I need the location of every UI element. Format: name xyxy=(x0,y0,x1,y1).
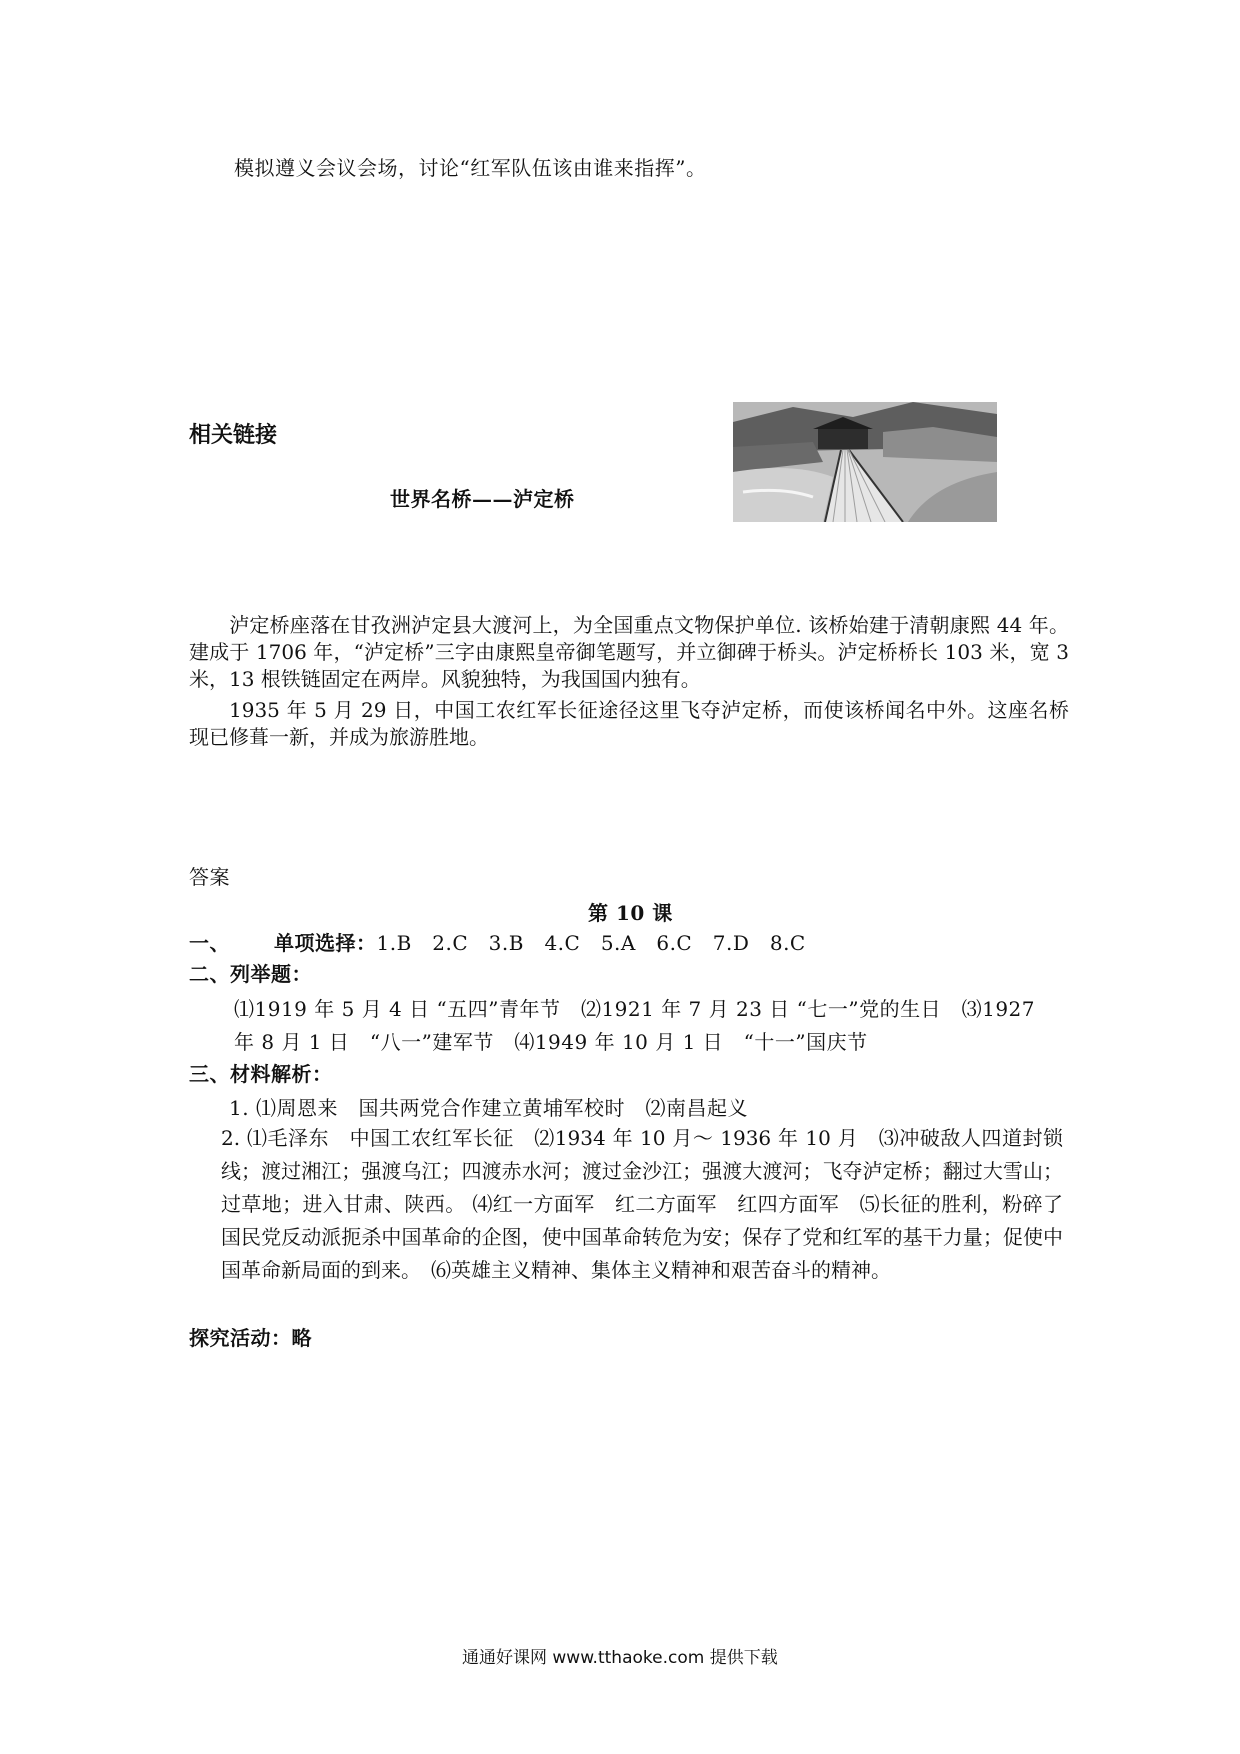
section2-heading: 二、列举题： xyxy=(189,962,312,986)
section1-answers: 单项选择：1.B 2.C 3.B 4.C 5.A 6.C 7.D 8.C xyxy=(274,931,806,955)
article-paragraph-1: 泸定桥座落在甘孜洲泸定县大渡河上，为全国重点文物保护单位. 该桥始建于清朝康熙 44 年。建成于 1706 年，“泸定桥”三字由康熙皇帝御笔题写，并立御碑于桥头。泸定桥桥长 103 米，宽 3 米，13 根铁链固定在两岸。风貌独特，为我国国内独有。 xyxy=(189,613,1069,691)
section2-line2: 年 8 月 1 日 “八一”建军节 ⑷1949 年 10 月 1 日 “十一”国庆节 xyxy=(234,1030,868,1054)
section3-question1: 1. ⑴周恩来 国共两党合作建立黄埔军校时 ⑵南昌起义 xyxy=(229,1096,748,1120)
intro-text: 模拟遵义会议会场，讨论“红军队伍该由谁来指挥”。 xyxy=(234,156,707,180)
section1-number: 一、 xyxy=(189,931,230,955)
bridge-photo xyxy=(733,402,997,522)
related-heading: 相关链接 xyxy=(189,422,278,448)
section3-heading: 三、材料解析： xyxy=(189,1062,333,1086)
section2-line1: ⑴1919 年 5 月 4 日 “五四”青年节 ⑵1921 年 7 月 23 日 “七一”党的生日 ⑶1927 xyxy=(234,997,1036,1021)
answers-label: 答案 xyxy=(189,865,230,889)
section3-question2: 2. ⑴毛泽东 中国工农红军长征 ⑵1934 年 10 月～ 1936 年 10 月 ⑶冲破敌人四道封锁线；渡过湘江；强渡乌江；四渡赤水河；渡过金沙江；强渡大渡河；飞夺泸定桥；翻过大雪山；过草地；进入甘肃、陕西。 ⑷红一方面军 红二方面军 红四方面军 ⑸长征的胜利，粉碎了国民党反动派扼杀中国革命的企图，使中国革命转危为安；保存了党和红军的基干力量；促使中国革命新局面的到来。 ⑹英雄主义精神、集体主义精神和艰苦奋斗的精神。 xyxy=(221,1126,1063,1282)
article-paragraph-2: 1935 年 5 月 29 日，中国工农红军长征途径这里飞夺泸定桥，而使该桥闻名中外。这座名桥现已修葺一新，并成为旅游胜地。 xyxy=(189,698,1069,749)
explore-activity: 探究活动：略 xyxy=(189,1326,312,1350)
article-title: 世界名桥——泸定桥 xyxy=(390,487,575,511)
lesson-title: 第 10 课 xyxy=(588,901,673,925)
footer-credit: 通通好课网 www.tthaoke.com 提供下载 xyxy=(462,1648,778,1668)
